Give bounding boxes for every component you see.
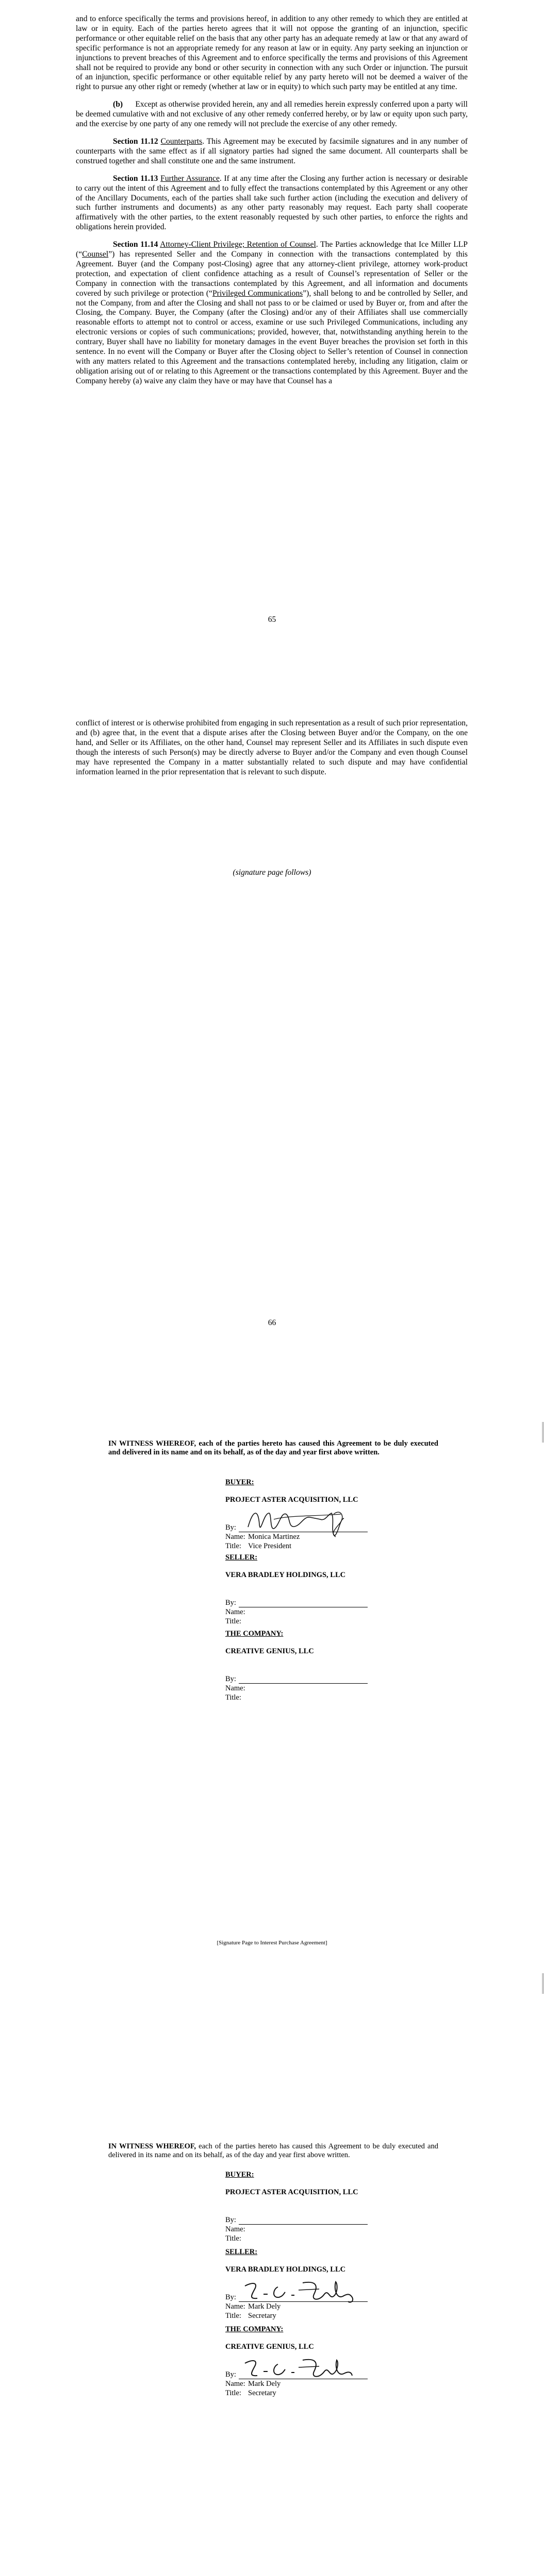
title-label: Title: (225, 2234, 241, 2243)
defined-term-counsel: Counsel (82, 250, 109, 259)
by-label: By: (225, 1523, 236, 1532)
buyer-heading: BUYER: (225, 2171, 254, 2179)
name-label: Name: (225, 2380, 245, 2388)
conflict-paragraph: conflict of interest or is otherwise prohibited from engaging in such representation as a result of such prior representation, and (b) agree that, in the event that a dispute arises after the Closing between Buyer and/or the Company, on the one hand, and Seller or its Affiliates, on the other hand, Counsel may represent Seller and its Affiliates in such dispute even though the interests of such Person(s) may be directly adverse to Buyer and/or the Company and even though Counsel may have represented the Company in a matter substantially related to such dispute and may have confidential information learned in the prior representation that is relevant to such dispute. (76, 719, 468, 776)
seller-heading: SELLER: (225, 2248, 258, 2256)
name-label: Name: (225, 2302, 245, 2311)
scan-edge-mark (542, 1422, 544, 1443)
buyer-signature-line (225, 1523, 442, 1532)
page-number: 66 (268, 1318, 276, 1327)
company-entity: CREATIVE GENIUS, LLC (225, 2343, 314, 2351)
clause-label-b: (b) (113, 100, 123, 109)
seller-signer-title: Secretary (248, 2312, 276, 2320)
signature-page-1 (0, 1406, 544, 2110)
buyer-signer-name: Monica Martinez (248, 1533, 300, 1541)
title-label: Title: (225, 1617, 241, 1625)
section-number: Section 11.12 (113, 137, 158, 146)
section-text: . If at any time after the Closing any further action is necessary or desirable to carry out the intent of this Agreement and to fully effect the transactions contemplated by this Agreement or any other of the Ancillary Documents, each of the parties shall take such further action (including the execution and delivery of such further instruments and documents) as any other party reasonably may request. Each party shall cooperate affirmatively with the other parties, to the extent reasonably requested by such other parties, to enforce the rights and obligations herein provided. (76, 174, 468, 232)
company-signature-icon (242, 2356, 366, 2382)
buyer-heading: BUYER: (225, 1478, 254, 1486)
buyer-entity: PROJECT ASTER ACQUISITION, LLC (225, 1496, 358, 1504)
section-text: . This Agreement may be executed by facsimile signatures and in any number of counterparts with the same effect as if all signatory parties had signed the same document. All counterparts shall be construed together and shall constitute one and the same instrument. (76, 137, 468, 165)
signature-blocks (225, 1478, 442, 1702)
cumulative-remedies-paragraph (76, 100, 468, 129)
seller-signer-name: Mark Dely (248, 2302, 281, 2311)
witness-lead: IN WITNESS WHEREOF, (108, 2142, 196, 2150)
seller-signature-icon (242, 2279, 366, 2304)
by-label: By: (225, 2216, 236, 2224)
company-heading: THE COMPANY: (225, 1630, 284, 1638)
witness-text: each of the parties hereto has caused this Agreement to be duly executed and delivered in its name and on its behalf, as of the day and year first above written. (108, 1439, 438, 1456)
signature-blocks (225, 2170, 442, 2398)
signature-follows-note: (signature page follows) (233, 868, 311, 877)
company-signer-name: Mark Dely (248, 2380, 281, 2388)
seller-entity: VERA BRADLEY HOLDINGS, LLC (225, 2265, 346, 2274)
company-signature-line (225, 2370, 442, 2379)
document-page-65 (0, 0, 544, 703)
remedies-paragraph: and to enforce specifically the terms and provisions hereof, in addition to any other remedy to which they are entitled at law or in equity. Each of the parties hereto agrees that it will not oppose the granting of an injunction, specific performance or other equitable relief on the basis that any other party has an adequate remedy at law or that any award of specific performance is not an appropriate remedy for any reason at law or in equity. Any party seeking an injunction or injunctions to prevent breaches of this Agreement and to enforce specifically the terms and provisions of this Agreement shall not be required to provide any bond or other security in connection with any such Order or injunction. The pursuit of an injunction, specific performance or other equitable relief by any party hereto will not be deemed a waiver of the right to pursue any other right or remedy (whether at law or in equity) to which such party may be entitled at any time. (76, 14, 468, 92)
buyer-signer-title: Vice President (248, 1542, 292, 1550)
clause-b-text: Except as otherwise provided herein, any and all remedies herein expressly conferred upon a party will be deemed cumulative with and not exclusive of any other remedy conferred hereby, or by law or equity upon such party, and the exercise by one party of any one remedy will not preclude the exercise of any other remedy. (76, 100, 468, 129)
buyer-entity: PROJECT ASTER ACQUISITION, LLC (225, 2188, 358, 2196)
company-signature-line (225, 1674, 442, 1684)
witness-clause (108, 2142, 438, 2160)
page-65-body (76, 14, 468, 394)
section-text: ”), shall belong to and be controlled by Seller, and not the Company, from and after the Closing and shall not pass to or be claimed or used by Buyer or, from and after the Closing, the Company. Buyer, the Company (after the Closing) and/or any of their Affiliates shall use commercially reasonable efforts to attempt not to control or access, examine or use such Privileged Communications, including any electronic versions or copies of such communications; provided, however, that, notwithstanding anything herein to the contrary, Buyer shall have no liability for monetary damages in the event Buyer breaches the provision set forth in this sentence. In no event will the Company or Buyer after the Closing object to Seller’s retention of Counsel in connection with any matters related to this Agreement and the transactions contemplated hereby, including any litigation, claim or obligation arising out of or relating to this Agreement or the transactions contemplated by this Agreement. Buyer and the Company hereby (a) waive any claim they have or may have that Counsel has a (76, 289, 468, 385)
by-label: By: (225, 1675, 236, 1683)
title-label: Title: (225, 2312, 241, 2320)
section-11-12 (76, 137, 468, 166)
witness-lead: IN WITNESS WHEREOF, (108, 1439, 196, 1448)
section-text: . The Parties acknowledge that Ice Miller LLP (“ (76, 240, 468, 259)
name-label: Name: (225, 2225, 245, 2233)
name-label: Name: (225, 1684, 245, 1692)
by-label: By: (225, 2293, 236, 2301)
by-label: By: (225, 1599, 236, 1607)
signature-page-caption: [Signature Page to Interest Purchase Agreement] (217, 1940, 327, 1946)
section-text: ”) has represented Seller and the Company in connection with the transactions contemplated by this Agreement. Buyer (and the Company post-Closing) agree that any attorney-client privilege, attorney work-product protection, and expectation of client confidence attaching as a result of Counsel’s representation of Seller or the Company in connection with the transactions contemplated by this Agreement, and all information and documents covered by such privilege or protection (“ (76, 250, 468, 298)
section-11-14 (76, 240, 468, 386)
seller-entity: VERA BRADLEY HOLDINGS, LLC (225, 1571, 346, 1579)
section-title: Further Assurance (160, 174, 220, 183)
title-label: Title: (225, 1693, 241, 1702)
section-title: Counterparts (160, 137, 203, 146)
section-number: Section 11.13 (113, 174, 158, 183)
company-entity: CREATIVE GENIUS, LLC (225, 1647, 314, 1655)
buyer-signature-line (225, 2215, 442, 2225)
by-label: By: (225, 2370, 236, 2379)
seller-signature-line (225, 1598, 442, 1607)
section-11-13 (76, 174, 468, 232)
company-signer-title: Secretary (248, 2389, 276, 2397)
seller-heading: SELLER: (225, 1553, 258, 1562)
seller-signature-line (225, 2293, 442, 2302)
signature-page-2 (0, 2110, 544, 2576)
name-label: Name: (225, 1608, 245, 1616)
title-label: Title: (225, 1542, 241, 1550)
scan-edge-mark (542, 1973, 544, 1994)
page-number: 65 (268, 615, 276, 624)
document-page-66 (0, 703, 544, 1406)
company-heading: THE COMPANY: (225, 2325, 284, 2333)
name-label: Name: (225, 1533, 245, 1541)
section-number: Section 11.14 (113, 240, 158, 249)
witness-text: each of the parties hereto has caused this Agreement to be duly executed and delivered in its name and on its behalf, as of the day and year first above written. (108, 2142, 438, 2159)
page-66-body (76, 719, 468, 785)
section-title: Attorney-Client Privilege; Retention of Counsel (160, 240, 316, 249)
defined-term-privileged: Privileged Communications (212, 289, 303, 298)
title-label: Title: (225, 2389, 241, 2397)
witness-clause (108, 1439, 438, 1457)
